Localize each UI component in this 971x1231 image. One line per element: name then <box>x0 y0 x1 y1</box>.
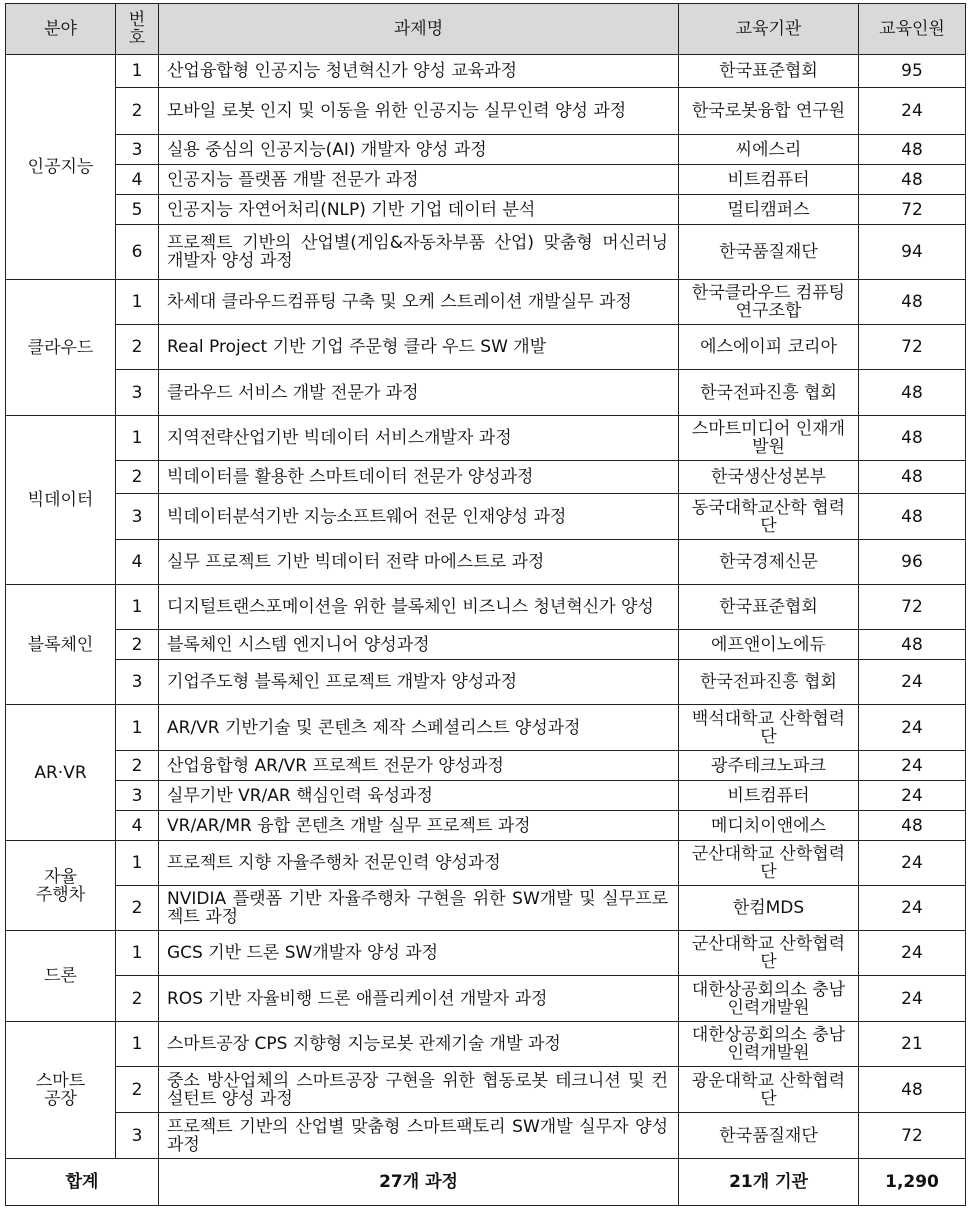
org-cell: 멀티캠퍼스 <box>679 195 859 225</box>
no-cell: 3 <box>116 135 159 165</box>
org-cell: 광운대학교 산학협력단 <box>679 1067 859 1113</box>
no-cell: 2 <box>116 1067 159 1113</box>
field-cell: 블록체인 <box>6 585 116 705</box>
table-row <box>6 280 966 325</box>
table-row <box>6 88 966 135</box>
no-cell: 3 <box>116 660 159 705</box>
count-cell: 72 <box>859 585 966 630</box>
no-cell: 6 <box>116 225 159 280</box>
no-cell: 3 <box>116 494 159 540</box>
total-row <box>6 1159 966 1206</box>
table-row <box>6 705 966 751</box>
table-row <box>6 886 966 931</box>
count-cell: 48 <box>859 461 966 494</box>
field-cell: 드론 <box>6 931 116 1022</box>
table-row <box>6 461 966 494</box>
title-cell: VR/AR/MR 융합 콘텐츠 개발 실무 프로젝트 과정 <box>159 811 679 841</box>
count-cell: 24 <box>859 931 966 976</box>
org-cell: 한국품질재단 <box>679 1113 859 1159</box>
header-no: 번 호 <box>116 4 159 55</box>
org-cell: 스마트미디어 인재개발원 <box>679 416 859 461</box>
org-cell: 한국표준협회 <box>679 55 859 88</box>
table-body <box>6 55 966 1159</box>
table-row <box>6 325 966 370</box>
count-cell: 24 <box>859 88 966 135</box>
count-cell: 24 <box>859 781 966 811</box>
title-cell: 프로젝트 지향 자율주행차 전문인력 양성과정 <box>159 841 679 886</box>
count-cell: 48 <box>859 494 966 540</box>
no-cell: 2 <box>116 751 159 781</box>
title-cell: ROS 기반 자율비행 드론 애플리케이션 개발자 과정 <box>159 976 679 1022</box>
no-cell: 1 <box>116 705 159 751</box>
table-row <box>6 751 966 781</box>
org-cell: 군산대학교 산학협력단 <box>679 931 859 976</box>
no-cell: 1 <box>116 280 159 325</box>
count-cell: 24 <box>859 751 966 781</box>
count-cell: 21 <box>859 1022 966 1067</box>
table-row <box>6 585 966 630</box>
no-cell: 2 <box>116 461 159 494</box>
title-cell: 프로젝트 기반의 산업별(게임&자동차부품 산업) 맞춤형 머신러닝 개발자 양성 과정 <box>159 225 679 280</box>
title-cell: Real Project 기반 기업 주문형 클라 우드 SW 개발 <box>159 325 679 370</box>
org-cell: 에스에이피 코리아 <box>679 325 859 370</box>
no-cell: 4 <box>116 540 159 585</box>
count-cell: 72 <box>859 1113 966 1159</box>
count-cell: 48 <box>859 280 966 325</box>
title-cell: 인공지능 자연어처리(NLP) 기반 기업 데이터 분석 <box>159 195 679 225</box>
org-cell: 한국품질재단 <box>679 225 859 280</box>
header-field: 분야 <box>6 4 116 55</box>
title-cell: 빅데이터분석기반 지능소프트웨어 전문 인재양성 과정 <box>159 494 679 540</box>
no-cell: 3 <box>116 370 159 416</box>
table-row <box>6 1067 966 1113</box>
field-cell: 인공지능 <box>6 55 116 280</box>
no-cell: 3 <box>116 1113 159 1159</box>
no-cell: 5 <box>116 195 159 225</box>
table-row <box>6 165 966 195</box>
count-cell: 95 <box>859 55 966 88</box>
org-cell: 대한상공회의소 충남인력개발원 <box>679 1022 859 1067</box>
org-cell: 동국대학교산학 협력단 <box>679 494 859 540</box>
count-cell: 24 <box>859 976 966 1022</box>
title-cell: 모바일 로봇 인지 및 이동을 위한 인공지능 실무인력 양성 과정 <box>159 88 679 135</box>
title-cell: 클라우드 서비스 개발 전문가 과정 <box>159 370 679 416</box>
count-cell: 24 <box>859 886 966 931</box>
table-row <box>6 225 966 280</box>
count-cell: 48 <box>859 1067 966 1113</box>
table-row <box>6 1022 966 1067</box>
no-cell: 2 <box>116 325 159 370</box>
header-org: 교육기관 <box>679 4 859 55</box>
org-cell: 한국클라우드 컴퓨팅연구조합 <box>679 280 859 325</box>
org-cell: 비트컴퓨터 <box>679 781 859 811</box>
total-courses: 27개 과정 <box>159 1159 679 1206</box>
no-cell: 1 <box>116 1022 159 1067</box>
table-row <box>6 540 966 585</box>
count-cell: 24 <box>859 705 966 751</box>
table-row <box>6 976 966 1022</box>
count-cell: 72 <box>859 195 966 225</box>
org-cell: 한국전파진흥 협회 <box>679 660 859 705</box>
org-cell: 한국전파진흥 협회 <box>679 370 859 416</box>
no-cell: 1 <box>116 841 159 886</box>
total-count: 1,290 <box>859 1159 966 1206</box>
no-cell: 2 <box>116 976 159 1022</box>
org-cell: 한국표준협회 <box>679 585 859 630</box>
org-cell: 백석대학교 산학협력단 <box>679 705 859 751</box>
title-cell: 산업융합형 AR/VR 프로젝트 전문가 양성과정 <box>159 751 679 781</box>
org-cell: 대한상공회의소 충남인력개발원 <box>679 976 859 1022</box>
org-cell: 비트컴퓨터 <box>679 165 859 195</box>
title-cell: 산업융합형 인공지능 청년혁신가 양성 교육과정 <box>159 55 679 88</box>
table-row <box>6 370 966 416</box>
table-row <box>6 931 966 976</box>
org-cell: 한국로봇융합 연구원 <box>679 88 859 135</box>
org-cell: 메디치이앤에스 <box>679 811 859 841</box>
header-count: 교육인원 <box>859 4 966 55</box>
header-row <box>6 4 966 55</box>
org-cell: 에프앤이노에듀 <box>679 630 859 660</box>
title-cell: 블록체인 시스템 엔지니어 양성과정 <box>159 630 679 660</box>
table-row <box>6 811 966 841</box>
header-title: 과제명 <box>159 4 679 55</box>
org-cell: 군산대학교 산학협력단 <box>679 841 859 886</box>
course-table <box>5 3 966 1206</box>
org-cell: 한컴MDS <box>679 886 859 931</box>
table-row <box>6 135 966 165</box>
no-cell: 2 <box>116 886 159 931</box>
table-row <box>6 660 966 705</box>
title-cell: 중소 방산업체의 스마트공장 구현을 위한 협동로봇 테크니션 및 컨설턴트 양성 과정 <box>159 1067 679 1113</box>
title-cell: AR/VR 기반기술 및 콘텐츠 제작 스페셜리스트 양성과정 <box>159 705 679 751</box>
title-cell: 차세대 클라우드컴퓨팅 구축 및 오케 스트레이션 개발실무 과정 <box>159 280 679 325</box>
count-cell: 48 <box>859 630 966 660</box>
org-cell: 한국경제신문 <box>679 540 859 585</box>
total-orgs: 21개 기관 <box>679 1159 859 1206</box>
count-cell: 94 <box>859 225 966 280</box>
count-cell: 48 <box>859 416 966 461</box>
title-cell: 실용 중심의 인공지능(AI) 개발자 양성 과정 <box>159 135 679 165</box>
title-cell: 실무기반 VR/AR 핵심인력 육성과정 <box>159 781 679 811</box>
org-cell: 한국생산성본부 <box>679 461 859 494</box>
table-row <box>6 55 966 88</box>
count-cell: 48 <box>859 370 966 416</box>
title-cell: GCS 기반 드론 SW개발자 양성 과정 <box>159 931 679 976</box>
count-cell: 48 <box>859 165 966 195</box>
count-cell: 48 <box>859 135 966 165</box>
title-cell: NVIDIA 플랫폼 기반 자율주행차 구현을 위한 SW개발 및 실무프로젝트 과정 <box>159 886 679 931</box>
no-cell: 3 <box>116 781 159 811</box>
table-row <box>6 1113 966 1159</box>
no-cell: 4 <box>116 811 159 841</box>
field-cell: 빅데이터 <box>6 416 116 585</box>
table-row <box>6 841 966 886</box>
title-cell: 프로젝트 기반의 산업별 맞춤형 스마트팩토리 SW개발 실무자 양성 과정 <box>159 1113 679 1159</box>
no-cell: 2 <box>116 630 159 660</box>
count-cell: 24 <box>859 841 966 886</box>
no-cell: 2 <box>116 88 159 135</box>
title-cell: 실무 프로젝트 기반 빅데이터 전략 마에스트로 과정 <box>159 540 679 585</box>
field-cell: 스마트 공장 <box>6 1022 116 1159</box>
no-cell: 1 <box>116 55 159 88</box>
count-cell: 96 <box>859 540 966 585</box>
title-cell: 지역전략산업기반 빅데이터 서비스개발자 과정 <box>159 416 679 461</box>
title-cell: 스마트공장 CPS 지향형 지능로봇 관제기술 개발 과정 <box>159 1022 679 1067</box>
title-cell: 인공지능 플랫폼 개발 전문가 과정 <box>159 165 679 195</box>
no-cell: 1 <box>116 585 159 630</box>
count-cell: 24 <box>859 660 966 705</box>
total-label: 합계 <box>6 1159 159 1206</box>
title-cell: 디지털트랜스포메이션을 위한 블록체인 비즈니스 청년혁신가 양성 <box>159 585 679 630</box>
field-cell: 자율 주행차 <box>6 841 116 931</box>
title-cell: 기업주도형 블록체인 프로젝트 개발자 양성과정 <box>159 660 679 705</box>
table-row <box>6 494 966 540</box>
table-row <box>6 630 966 660</box>
field-cell: 클라우드 <box>6 280 116 416</box>
count-cell: 72 <box>859 325 966 370</box>
table-row <box>6 195 966 225</box>
table-row <box>6 416 966 461</box>
title-cell: 빅데이터를 활용한 스마트데이터 전문가 양성과정 <box>159 461 679 494</box>
field-cell: AR·VR <box>6 705 116 841</box>
no-cell: 1 <box>116 931 159 976</box>
org-cell: 씨에스리 <box>679 135 859 165</box>
table-row <box>6 781 966 811</box>
no-cell: 4 <box>116 165 159 195</box>
count-cell: 48 <box>859 811 966 841</box>
org-cell: 광주테크노파크 <box>679 751 859 781</box>
no-cell: 1 <box>116 416 159 461</box>
